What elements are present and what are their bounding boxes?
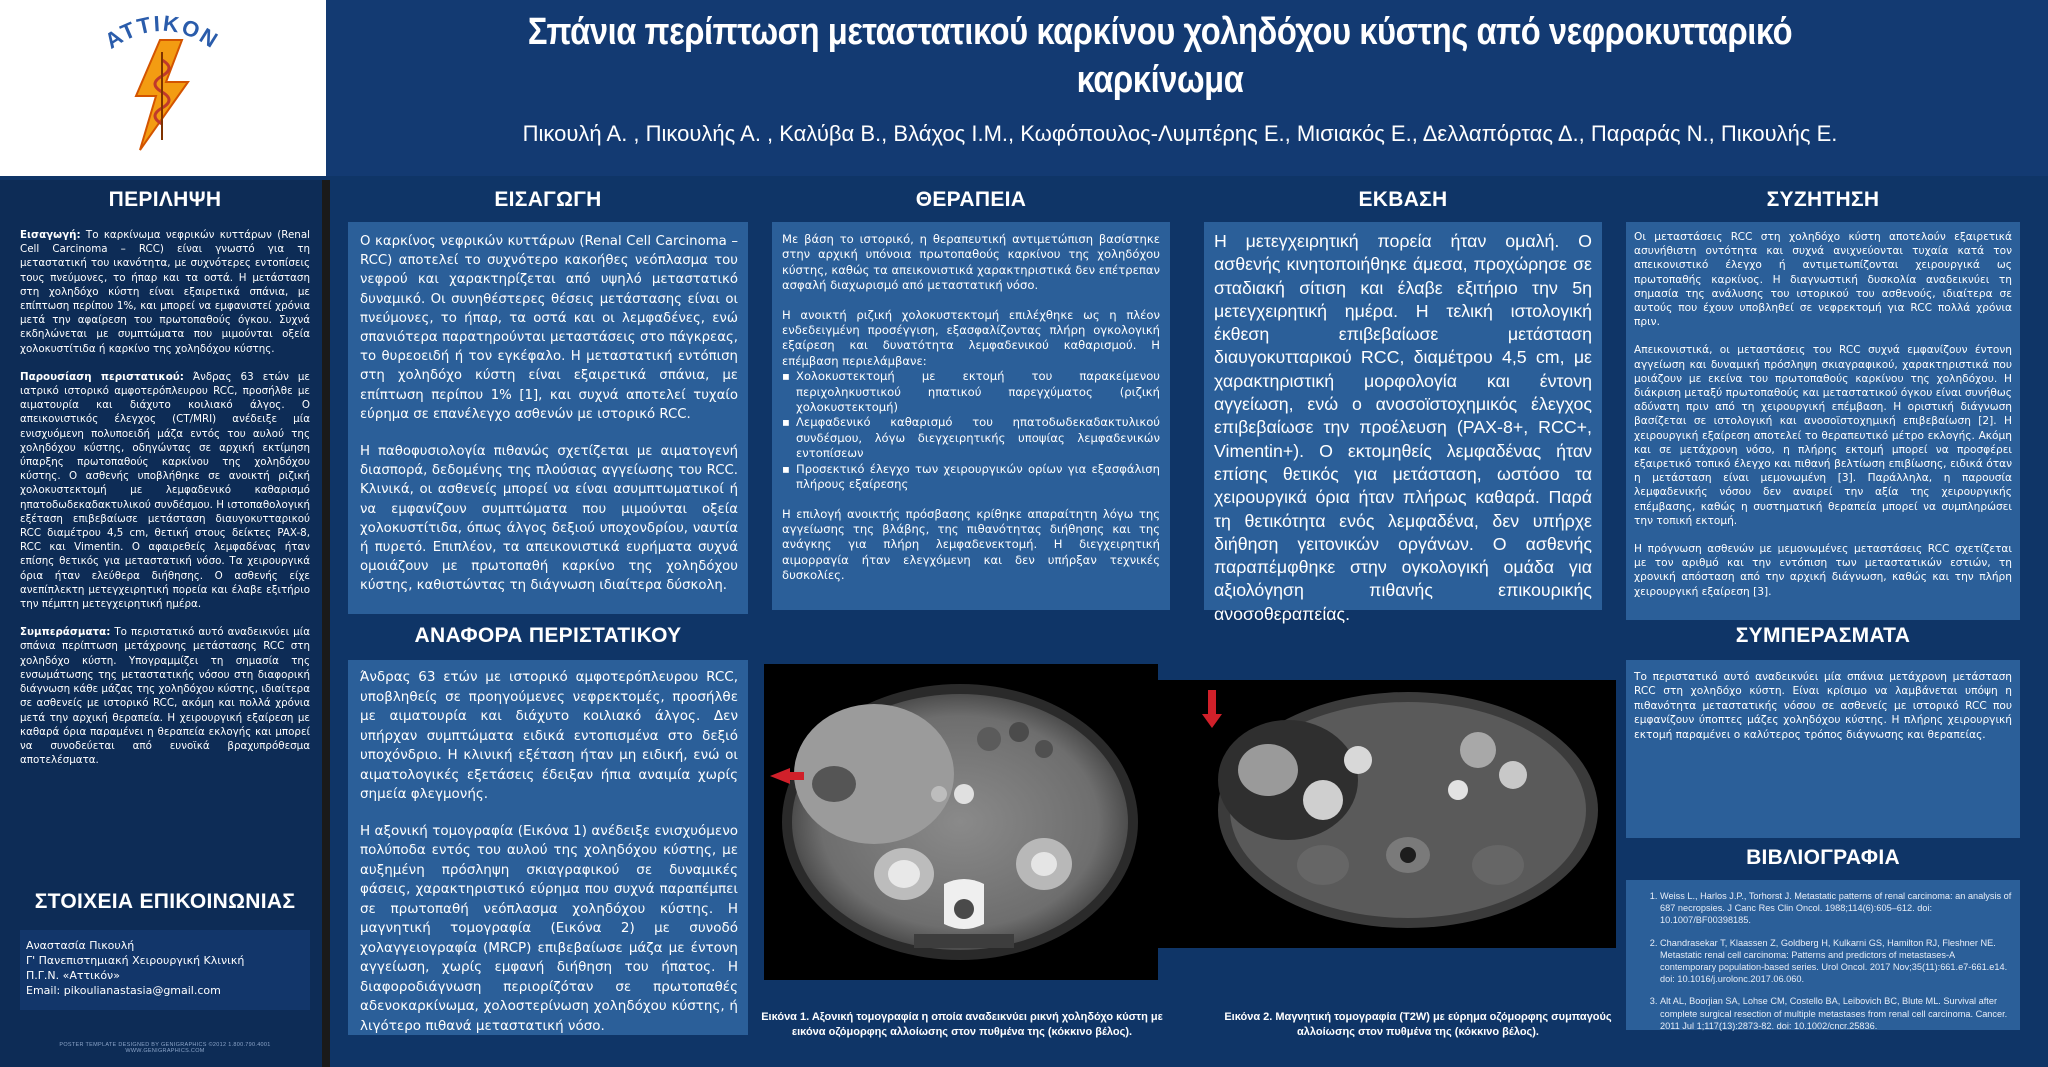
references-panel	[1626, 880, 2020, 1030]
reference-item: 1. Weiss L., Harlos J.P., Torhorst J. Metastatic patterns of renal carcinoma: an analysis of 687 necropsies. J Canc Res Clin Oncol. 1988;114(6):605–612. doi: 10.1007/BF00398185.	[1660, 890, 2012, 927]
discussion-paragraph: Οι μεταστάσεις RCC στη χοληδόχο κύστη αποτελούν εξαιρετικά ασυνήθιστη οντότητα και συχνά ανιχνεύονται τυχαία κατά τον απεικονιστικό έλεγχο ή αντιμετωπίζονται χειρουργικά ως πρωτοπαθής καρκίνος. Η διαγνωστική δυσκολία αναδεικνύει τη σημασία της ανάλυσης του ιστορικού του ασθενούς, ιδιαίτερα σε αυτούς που έχουν υποβληθεί σε νεφρεκτομή για RCC πολλά χρόνια πριν.	[1634, 231, 2012, 329]
therapy-heading: ΘΕΡΑΠΕΙΑ	[915, 188, 1027, 211]
summary-intro-text: Το καρκίνωμα νεφρικών κυττάρων (Renal Cell Carcinoma – RCC) είναι γνωστό για τη μεταστατική του ικανότητα, με συχνότερες εντοπίσεις τους πνεύμονες, το ήπαρ και τα οστά. Η μετάσταση στη χοληδόχο κύστη είναι εξαιρετικά σπάνια, με επίπτωση περίπου 1%, και μπορεί να εμφανιστεί χρόνια μετά την αφαίρεση του πρωτοπαθούς όγκου. Συχνά εκδηλώνεται με συμπτώματα που μιμούνται οξεία χολοκυστίτιδα ή καρκίνο της χοληδόχου κύστης.	[20, 229, 310, 355]
discussion-paragraph: Η πρόγνωση ασθενών με μεμονωμένες μεταστάσεις RCC σχετίζεται με τον αριθμό και την εντόπιση των μεταστατικών εστιών, τη χρονική απόσταση από την αρχική διάγνωση, καθώς και την πλήρη χειρουργική εξαίρεση [3].	[1634, 543, 2012, 598]
summary-case-text: Άνδρας 63 ετών με ιατρικό ιστορικό αμφοτερόπλευρου RCC, προσήλθε με αιματουρία και διάχυτο κοιλιακό άλγος. Ο απεικονιστικός έλεγχος (CT/MRI) ανέδειξε μία ενισχυόμενη πολυποειδή μάζα εντός του αυλού της χοληδόχου κύστης, οδηγώντας σε αρχική εκτίμηση ύπαρξης πρωτοπαθούς καρκίνου της χοληδόχου κύστης. Ο ασθενής υποβλήθηκε σε ανοικτή ριζική χολοκυστεκτομή με λεμφαδενικό καθαρισμό ηπατοδωδεκαδακτυλικού συνδέσμου. Η ιστοπαθολογική εξέταση επιβεβαίωσε μετάσταση διαυγοκυτταρικού RCC διαμέτρου 4,5 cm, θετική στους δείκτες PAX-8, RCC και Vimentin. Ο αφαιρεθείς λεμφαδένας ήταν επίσης θετικός για μεταστατική νόσο. Τα χειρουργικά όρια ήταν ελεύθερα διήθησης. Ο ασθενής είχε ανεπίπλεκτη μετεγχειρητική πορεία και έλαβε εξιτήριο την πέμπτη μετεγχειρητική ημέρα.	[20, 370, 311, 611]
outcome-paragraph: Η μετεγχειρητική πορεία ήταν ομαλή. Ο ασθενής κινητοποιήθηκε άμεσα, προχώρησε σε σταδιακή σίτιση και έλαβε εξιτήριο την 5η μετεγχειρητική ημέρα. Η τελική ιστολογική έκθεση επιβεβαίωσε μετάσταση διαυγοκυτταρικού RCC, διαμέτρου 4,5 cm, με χαρακτηριστική μορφολογία και έντονη αγγείωση, ενώ ο ανοσοϊστοχημικός έλεγχος επιβεβαίωσε την προέλευση (PAX-8+, RCC+, Vimentin+). Ο εκτομηθείς λεμφαδένας ήταν επίσης θετικός για μετάσταση, ωστόσο τα χειρουργικά όρια ήταν πλήρως καθαρά. Παρά τη θετικότητα ενός λεμφαδένα, δεν υπήρχε διήθηση γειτονικών οργάνων. Ο ασθενής παραπέμφθηκε στην ογκολογική ομάδα για αξιολόγηση πιθανής επικουρικής ανοσοθεραπείας.	[1214, 231, 1592, 624]
therapy-paragraph: Η επιλογή ανοικτής πρόσβασης κρίθηκε απαραίτητη λόγω της αγγείωσης της βλάβης, της πιθανότητας διήθησης και της ανάγκης για πλήρη λεμφαδενεκτομή. Η διεγχειρητική αιμορραγία ήταν ελεγχόμενη και δεν υπήρξαν τεχνικές δυσκολίες.	[782, 506, 1160, 583]
summary-intro-label: Εισαγωγή:	[20, 229, 81, 241]
summary-conclusion	[20, 625, 310, 767]
conclusions-panel	[1626, 660, 2020, 838]
contact-name: Αναστασία Πικουλή	[26, 939, 135, 952]
therapy-paragraph: Η ανοικτή ριζική χολοκυστεκτομή επιλέχθηκε ως η πλέον ενδεδειγμένη προσέγγιση, εξασφαλίζοντας πλήρη ογκολογική εξαίρεση και δυνατότητα λεμφαδενικού καθαρισμού. Η επέμβαση περιελάμβανε:	[782, 307, 1160, 368]
poster-title: Σπάνια περίπτωση μεταστατικού καρκίνου χοληδόχου κύστης από νεφροκυτταρικό καρκίνωμα	[527, 11, 1793, 101]
figure-2-caption: Εικόνα 2. Μαγνητική τομογραφία (T2W) με εύρημα οζόμορφης συμπαγούς αλλοίωσης στον πυθμένα της (κόκκινο βέλος).	[1224, 1011, 1612, 1038]
template-credit: POSTER TEMPLATE DESIGNED BY GENIGRAPHICS ©2012 1.800.790.4001 WWW.GENIGRAPHICS.COM	[59, 1042, 271, 1054]
svg-text:ATTIKON: ATTIKON	[100, 10, 224, 54]
poster-authors: Πικουλή Α. , Πικουλής Α. , Καλύβα Β., Βλάχος Ι.Μ., Κωφόπουλος-Λυμπέρης Ε., Μισιακός Ε., Δελλαπόρτας Δ., Παραράς Ν., Πικουλής Ε.	[522, 121, 1838, 146]
therapy-list-item: ▪ Χολοκυστεκτομή με εκτομή του παρακείμενου περιχοληκυστικού ηπατικού παρεγχύματος (ριζική χολοκυστεκτομή)	[782, 369, 1160, 415]
case-report-paragraph: Η αξονική τομογραφία (Εικόνα 1) ανέδειξε ενισχυόμενο πολύποδα εντός του αυλού της χοληδόχου κύστης, με αυξημένη πρόσληψη σκιαγραφικού σε δυναμικές φάσεις, χαρακτηριστικό εύρημα που συχνά παραπέμπει σε πρωτοπαθή νεόπλασμα χοληδόχου κύστης. Η μαγνητική τομογραφία (Εικόνα 2) με συνοδό χολαγγειογραφία (MRCP) επιβεβαίωσε μάζα με έντονη αγγείωση, χωρίς εμφανή διήθηση του ήπατος. Η διαφοροδιάγνωση περιορίζόταν σε πρωτοπαθές αδενοκαρκίνωμα, χολοστερίνωση χοληδόχου κύστης, ή λιγότερο πιθανά μεταστατική νόσο.	[360, 822, 738, 1034]
mri-scan-image	[1158, 680, 1616, 948]
red-arrow-icon	[1202, 690, 1222, 728]
therapy-list-item: ▪ Προσεκτικό έλεγχο των χειρουργικών ορίων για εξασφάλιση πλήρους εξαίρεσης	[782, 462, 1160, 493]
case-report-heading: ΑΝΑΦΟΡΑ ΠΕΡΙΣΤΑΤΙΚΟΥ	[414, 624, 682, 647]
references-heading: ΒΙΒΛΙΟΓΡΑΦΙΑ	[1746, 846, 1900, 869]
summary-case-label: Παρουσίαση περιστατικού:	[20, 370, 184, 383]
contact-panel	[20, 930, 310, 1010]
ct-scan-image	[764, 664, 1158, 980]
case-report-panel	[348, 660, 748, 1035]
discussion-paragraph: Απεικονιστικά, οι μεταστάσεις του RCC συχνά εμφανίζουν έντονη αγγείωση και δυναμική πρόσληψη σκιαγραφικού, χαρακτηριστικά που μοιάζουν με εκείνα του πρωτοπαθούς καρκίνου της χοληδόχου. Η διάκριση μεταξύ πρωτοπαθούς και μεταστατικού όγκου είναι συνήθως αδύνατη πριν από τη χειρουργική επέμβαση. Η οριστική διάγνωση βασίζεται σε ιστολογική και ανοσοϊστοχημική επιβεβαίωση [2]. Η χειρουργική εξαίρεση αποτελεί το θεραπευτικό μέτρο εκλογής. Ακόμη και σε μετάχρονη νόσο, η πλήρης εκτομή μπορεί να προσφέρει εξαιρετικό τοπικό έλεγχο και πιθανή βελτίωση επιβίωσης, ειδικά όταν η μετάσταση είναι μεμονωμένη [3]. Παράλληλα, η παρουσία λεμφαδενικής νόσου δεν αναιρεί την αξία της χειρουργικής επέμβασης, καθώς η συστηματική θεραπεία μπορεί να συμπληρώσει την τοπική εκτομή.	[1634, 344, 2012, 527]
introduction-panel	[348, 222, 748, 614]
summary-panel	[20, 228, 310, 781]
introduction-paragraph: Η παθοφυσιολογία πιθανώς σχετίζεται με αιματογενή διασπορά, δεδομένης της πλούσιας αγγείωσης του RCC. Κλινικά, οι ασθενείς μπορεί να είναι ασυμπτωματικοί ή να εμφανίζουν συμπτώματα που μιμούνται οξεία χολοκυστίτιδα, όπως άλγος δεξιού υποχονδρίου, ναυτία ή πυρετό. Επιπλέον, τα απεικονιστικά ευρήματα συχνά ομοιάζουν με πρωτοπαθή καρκίνο της χοληδόχου κύστης, καθιστώντας τη διάγνωση ιδιαίτερα δύσκολη.	[360, 444, 738, 594]
conclusions-paragraph: Το περιστατικό αυτό αναδεικνύει μία σπάνια μετάχρονη μετάσταση RCC στη χοληδόχο κύστη. Είναι κρίσιμο να λαμβάνεται υπόψη η πιθανότητα μεταστατικής νόσου σε ασθενείς με ιστορικό RCC που εμφανίζουν ύποπτες μάζες χοληδόχου κύστης. Η πλήρης χειρουργική εκτομή παραμένει ο καλύτερος τρόπος διάγνωσης και θεραπείας.	[1634, 671, 2012, 741]
therapy-list-item: ▪ Λεμφαδενικό καθαρισμό του ηπατοδωδεκαδακτυλικού συνδέσμου, λόγω διεγχειρητικής υποψίας λεμφαδενικών εντοπίσεων	[782, 415, 1160, 461]
therapy-list	[782, 369, 1160, 492]
therapy-paragraph: Με βάση το ιστορικό, η θεραπευτική αντιμετώπιση βασίστηκε στην αρχική υπόνοια πρωτοπαθούς καρκίνου της χοληδόχου κύστης, καθώς τα απεικονιστικά χαρακτηριστικά δεν επέτρεπαν ασφαλή διαχωρισμό από μεταστατική νόσο.	[782, 232, 1160, 293]
attikon-logo	[0, 0, 326, 176]
summary-concl-text: Το περιστατικό αυτό αναδεικνύει μία σπάνια περίπτωση μετάχρονης μετάστασης RCC στη χοληδόχο κύστη. Υπογραμμίζει τη σημασία της ενσωμάτωσης της μεταστατικής νόσου στη διαφορική διάγνωση κάθε μάζας της χοληδόχου κύστης, ιδιαίτερα σε ασθενείς με ιστορικό RCC, ακόμη και πολλά χρόνια μετά την αρχική θεραπεία. Η χειρουργική εξαίρεση με καθαρά όρια παραμένει η θεραπεία εκλογής και μπορεί να συνοδεύεται από ευνοϊκά βραχυπρόθεσμα αποτελέσματα.	[20, 626, 310, 767]
discussion-heading: ΣΥΖΗΤΗΣΗ	[1766, 188, 1880, 211]
outcome-heading: ΕΚΒΑΣΗ	[1358, 188, 1448, 211]
contact-heading: ΣΤΟΙΧΕΙΑ ΕΠΙΚΟΙΝΩΝΙΑΣ	[34, 890, 296, 913]
figure-1-ct-scan	[764, 664, 1158, 980]
introduction-paragraph: Ο καρκίνος νεφρικών κυττάρων (Renal Cell Carcinoma – RCC) αποτελεί το συχνότερο κακοήθες νεόπλασμα του νεφρού και χαρακτηρίζεται από υψηλό μεταστατικό δυναμικό. Οι συνηθέστερες θέσεις μετάστασης είναι οι πνεύμονες, το ήπαρ, τα οστά και οι λεμφαδένες, ενώ σπανιότερα παρατηρούνται μεταστάσεις στο πάγκρεας, το θυρεοειδή ή τον εγκέφαλο. Η μεταστατική εντόπιση στη χοληδόχο κύστη είναι εξαιρετικά σπάνια, με επίπτωση περίπου 1% [1], και συχνά αποτελεί τυχαίο εύρημα σε επανέλεγχο ασθενών με ιστορικό RCC.	[360, 234, 738, 422]
summary-case	[20, 370, 310, 611]
summary-intro	[20, 228, 310, 356]
conclusions-heading: ΣΥΜΠΕΡΑΣΜΑΤΑ	[1735, 624, 1911, 647]
outcome-panel	[1204, 222, 1602, 624]
references-list	[1636, 890, 2012, 1032]
discussion-panel	[1626, 222, 2020, 620]
case-report-paragraph: Άνδρας 63 ετών με ιστορικό αμφοτερόπλευρου RCC, υποβληθείς σε προηγούμενες νεφρεκτομές, προσήλθε με αιματουρία και διάχυτο κοιλιακό άλγος. Δεν υπήρχαν συμπτώματα ειδικά εντοπισμένα στο δεξιό υποχόνδριο. Η κλινική εξέταση ήταν μη ειδική, ενώ οι αιματολογικές εξετάσεις έδειξαν ήπια αναιμία χωρίς σημεία φλεγμονής.	[360, 669, 738, 802]
figure-2-mri-scan	[1158, 680, 1616, 948]
logo-panel	[0, 0, 326, 176]
therapy-panel	[772, 222, 1170, 610]
introduction-heading: ΕΙΣΑΓΩΓΗ	[494, 188, 602, 211]
summary-concl-label: Συμπεράσματα:	[20, 626, 111, 639]
contact-clinic: Γ' Πανεπιστημιακή Χειρουργική Κλινική	[26, 954, 245, 967]
reference-item: 2. Chandrasekar T, Klaassen Z, Goldberg H, Kulkarni GS, Hamilton RJ, Fleshner NE. Metastatic renal cell carcinoma: Patterns and predictors of metastases-A contemporary population-based series. Urol Oncol. 2017 Nov;35(11):661.e7-661.e14. doi: 10.1016/j.urolonc.2017.06.060.	[1660, 937, 2012, 986]
rail-divider	[322, 180, 330, 1067]
summary-heading: ΠΕΡΙΛΗΨΗ	[108, 188, 222, 211]
reference-item: 3. Alt AL, Boorjian SA, Lohse CM, Costello BA, Leibovich BC, Blute ML. Survival after complete surgical resection of multiple metastases from renal cell carcinoma. Cancer. 2011 Jul 1;117(13):2873-82. doi: 10.1002/cncr.25836.	[1660, 995, 2012, 1032]
figure-1-caption: Εικόνα 1. Αξονική τομογραφία η οποία αναδεικνύει ρικνή χοληδόχο κύστη με εικόνα οζόμορφης αλλοίωσης στον πυθμένα της (κόκκινο βέλος).	[761, 1011, 1163, 1038]
contact-hospital: Π.Γ.Ν. «Αττικόν»	[26, 969, 120, 982]
contact-email[interactable]: Email: pikoulianastasia@gmail.com	[26, 984, 221, 997]
